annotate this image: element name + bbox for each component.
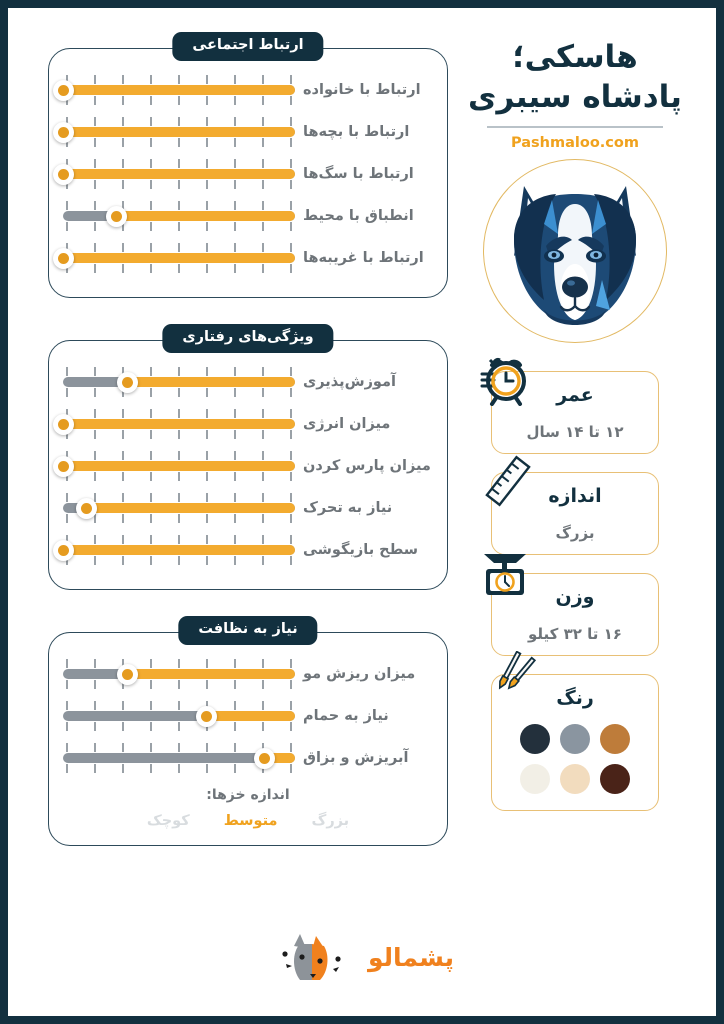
slider-row <box>63 445 433 487</box>
slider-row <box>63 69 433 111</box>
slider-knob[interactable] <box>53 414 74 435</box>
slider-fill <box>128 377 295 387</box>
panel-rows-behavior <box>49 341 447 589</box>
slider-knob[interactable] <box>53 122 74 143</box>
panel-behavior <box>48 329 448 590</box>
slider-label: سطح بازیگوشی <box>303 542 419 558</box>
slider-row <box>63 195 433 237</box>
slider-fill <box>63 419 295 429</box>
slider-control[interactable] <box>63 195 295 237</box>
color-swatch <box>560 764 590 794</box>
coat-option-small[interactable]: کوچک <box>146 813 190 829</box>
info-card-title: رنگ <box>556 686 594 709</box>
slider-fill <box>63 85 295 95</box>
color-swatch <box>520 764 550 794</box>
slider-label: میزان ریزش مو <box>303 666 416 682</box>
slider-label: انطباق با محیط <box>303 208 414 224</box>
info-card-value: ۱۶ تا ۳۲ کیلو <box>528 624 622 643</box>
slider-knob[interactable] <box>53 540 74 561</box>
slider-label: نیاز به حمام <box>303 708 389 724</box>
slider-panels-column <box>48 37 448 846</box>
slider-row <box>63 695 433 737</box>
color-swatch-grid <box>514 724 636 794</box>
slider-control[interactable] <box>63 529 295 571</box>
coat-option-large[interactable]: بزرگ <box>311 813 350 829</box>
slider-row <box>63 237 433 279</box>
slider-fill <box>63 461 295 471</box>
slider-knob[interactable] <box>53 248 74 269</box>
info-card-value: ۱۲ تا ۱۴ سال <box>526 422 624 441</box>
coat-size-title: اندازه خزها: <box>206 787 290 803</box>
panel-title-grooming: نیاز به نظافت <box>178 616 317 645</box>
footer-logo-bar <box>8 926 716 988</box>
info-card-size <box>491 472 659 555</box>
slider-control[interactable] <box>63 403 295 445</box>
panel-rows-grooming <box>49 633 447 785</box>
page-title-line2: پادشاه سیبری <box>468 78 682 115</box>
slider-row <box>63 529 433 571</box>
slider-label: میزان پارس کردن <box>303 458 431 474</box>
brand-domain: Pashmaloo.com <box>511 134 639 151</box>
slider-knob[interactable] <box>254 748 275 769</box>
slider-fill <box>86 503 295 513</box>
slider-knob[interactable] <box>117 664 138 685</box>
slider-label: ارتباط با غریبه‌ها <box>303 250 424 266</box>
info-card-title: وزن <box>555 585 595 608</box>
slider-knob[interactable] <box>196 706 217 727</box>
slider-fill <box>128 669 295 679</box>
slider-label: آموزش‌پذیری <box>303 374 396 390</box>
slider-row <box>63 653 433 695</box>
color-swatch <box>600 764 630 794</box>
slider-control[interactable] <box>63 445 295 487</box>
slider-label: ارتباط با سگ‌ها <box>303 166 414 182</box>
slider-fill <box>63 127 295 137</box>
pashmaloo-cat-logo <box>270 926 354 988</box>
slider-row <box>63 361 433 403</box>
slider-label: میزان انرژی <box>303 416 391 432</box>
color-swatch <box>560 724 590 754</box>
info-card-lifespan <box>491 371 659 454</box>
coat-option-medium[interactable]: متوسط <box>223 813 278 829</box>
info-card-title: اندازه <box>548 484 602 507</box>
slider-control[interactable] <box>63 695 295 737</box>
slider-control[interactable] <box>63 237 295 279</box>
slider-control[interactable] <box>63 111 295 153</box>
panel-rows-social <box>49 49 447 297</box>
paintbrush-icon <box>486 651 540 709</box>
slider-label: نیاز به تحرک <box>303 500 393 516</box>
coat-size-group <box>49 785 447 845</box>
title-divider <box>487 126 663 127</box>
slider-row <box>63 111 433 153</box>
slider-row <box>63 153 433 195</box>
page-title <box>460 38 690 117</box>
panel-social <box>48 37 448 298</box>
slider-fill <box>63 545 295 555</box>
alarm-clock-icon <box>478 354 530 410</box>
slider-fill <box>207 711 295 721</box>
page-title-line1: هاسکی؛ <box>512 39 638 75</box>
slider-control[interactable] <box>63 361 295 403</box>
panel-title-behavior: ویژگی‌های رفتاری <box>162 324 333 353</box>
slider-label: آبریزش و بزاق <box>303 750 409 766</box>
slider-knob[interactable] <box>53 164 74 185</box>
slider-knob[interactable] <box>106 206 127 227</box>
panel-grooming <box>48 621 448 846</box>
slider-knob[interactable] <box>117 372 138 393</box>
slider-control[interactable] <box>63 69 295 111</box>
ruler-icon <box>482 455 534 511</box>
slider-control[interactable] <box>63 153 295 195</box>
color-swatch <box>520 724 550 754</box>
husky-head-illustration <box>483 159 667 343</box>
slider-row <box>63 403 433 445</box>
slider-label: ارتباط با بچه‌ها <box>303 124 410 140</box>
slider-control[interactable] <box>63 653 295 695</box>
slider-control[interactable] <box>63 487 295 529</box>
slider-knob[interactable] <box>53 456 74 477</box>
panel-title-social: ارتباط اجتماعی <box>172 32 323 61</box>
slider-row <box>63 737 433 779</box>
coat-size-options <box>63 813 433 829</box>
slider-knob[interactable] <box>53 80 74 101</box>
slider-knob[interactable] <box>76 498 97 519</box>
info-card-weight <box>491 573 659 656</box>
right-column <box>460 38 690 829</box>
slider-control[interactable] <box>63 737 295 779</box>
info-card-value: بزرگ <box>555 523 595 542</box>
slider-fill <box>63 169 295 179</box>
footer-brand-name: پشمالو <box>367 942 455 972</box>
infographic-page <box>8 8 716 1016</box>
color-swatch <box>600 724 630 754</box>
slider-label: ارتباط با خانواده <box>303 82 421 98</box>
info-card-color <box>491 674 659 811</box>
slider-fill <box>63 253 295 263</box>
slider-row <box>63 487 433 529</box>
weighing-scale-icon <box>478 548 532 608</box>
info-card-title: عمر <box>556 383 594 406</box>
slider-fill <box>116 211 295 221</box>
